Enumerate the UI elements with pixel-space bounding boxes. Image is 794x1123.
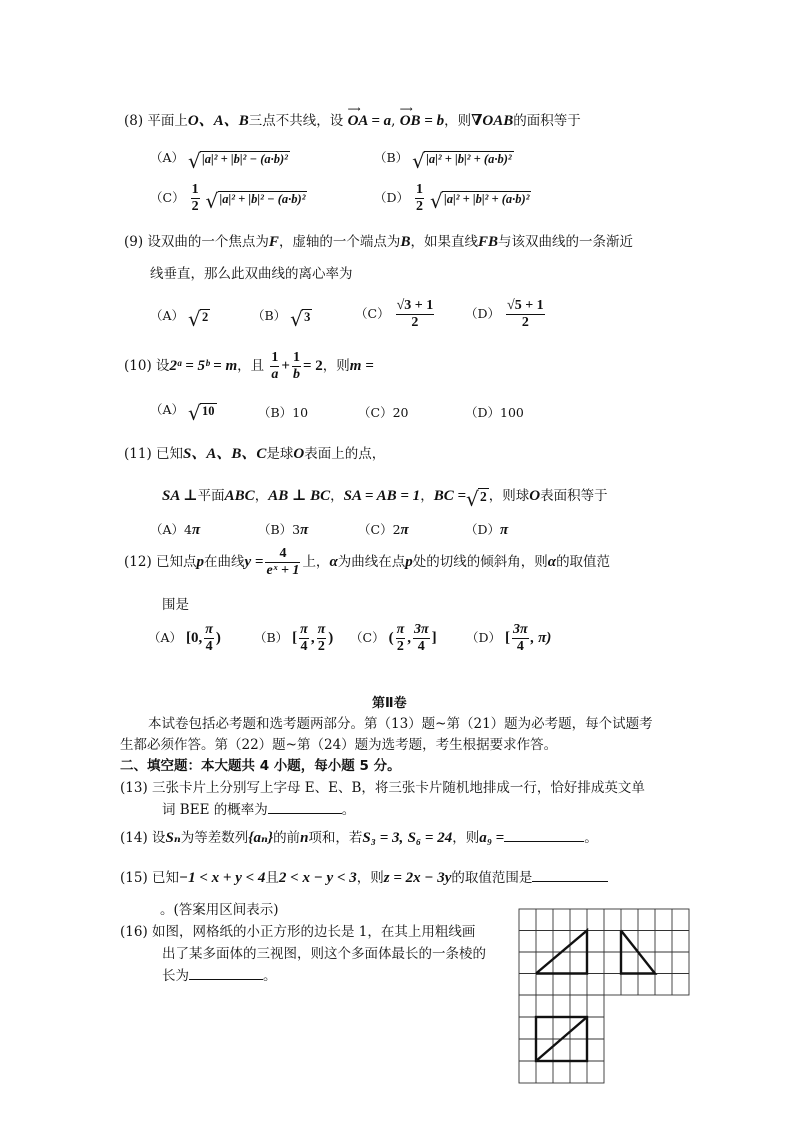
q8-option-b — [374, 148, 514, 173]
option-label: （D） — [465, 522, 501, 537]
q10-option-a — [150, 400, 217, 425]
q11-stem-line1 — [124, 442, 385, 463]
arrow-icon: ⟶ — [347, 104, 361, 114]
fraction: $\frac{1}{2}$ — [191, 182, 199, 214]
q12-var: α — [547, 554, 557, 570]
option-label: （B） — [252, 308, 287, 323]
q13-line2 — [162, 798, 355, 818]
fraction: $\frac{\pi}{4}$ — [205, 622, 213, 654]
q9-number: (9) — [124, 234, 144, 250]
q11-text: 平面 — [197, 488, 225, 504]
sqrt-expr: √ 10 — [188, 400, 215, 425]
q10-option-b — [258, 403, 308, 421]
q10-option-c — [358, 403, 408, 421]
q14-text: ，则 — [452, 830, 480, 846]
option-label: （A） — [150, 402, 185, 417]
option-label: （A）4 — [150, 522, 192, 537]
q9-option-d — [465, 298, 547, 331]
q8-vector-ob: ⟶ OB = b — [399, 104, 445, 129]
q12-text: 的取值范 — [556, 554, 611, 570]
q14-stem — [120, 826, 598, 847]
option-label: （A） — [148, 630, 183, 645]
q10-equation: 2ᵃ = 5ᵇ = m — [169, 358, 238, 374]
answer-blank[interactable] — [189, 979, 263, 980]
q11-number: (11) — [124, 446, 152, 462]
q14-text: 为等差数列 — [180, 830, 249, 846]
q9-option-c — [355, 298, 436, 331]
answer-blank[interactable] — [504, 841, 584, 842]
fraction: $\frac{\pi}{2}$ — [317, 622, 326, 654]
sqrt-expr: √ |a|² + |b|² + (a·b)² — [412, 148, 512, 173]
q11-text: 表面上的点， — [304, 446, 386, 462]
q11-option-d — [465, 520, 508, 539]
q8-text: ，则 — [444, 113, 472, 129]
q15-text: 的取值范围是 — [451, 870, 533, 886]
option-value: 20 — [392, 405, 409, 420]
q10-var: m = — [349, 358, 374, 374]
q15-text: ，则 — [356, 870, 384, 886]
q10-stem: (10) 设2ᵃ = 5ᵇ = m，且 $\frac{1}{a}$ + $\frac{1}{b}$ = 2，则m = — [124, 350, 374, 382]
option-label: （B） — [258, 405, 293, 420]
q8-text: 三点不共线，设 — [248, 113, 344, 129]
sqrt-expr: √ 3 — [290, 306, 311, 331]
fraction: $\frac{3\pi}{4}$ — [413, 622, 429, 654]
q14-text: 。 — [584, 830, 598, 846]
q12-math: y = — [244, 554, 264, 570]
q14-math: S₃ = 3, — [362, 830, 404, 846]
q12-option-c: （C） ( $\frac{\pi}{2}$ , $\frac{3\pi}{4}$ ] — [350, 622, 437, 654]
q12-text: 为曲线在点 — [337, 554, 406, 570]
q11-text: ， — [420, 488, 434, 504]
q9-text: 与该双曲线的一条渐近 — [497, 234, 633, 250]
q12-var: α — [329, 554, 338, 570]
q15-line2: 。(答案用区间表示) — [160, 902, 279, 918]
fraction: $\frac{1}{b}$ — [292, 350, 300, 382]
q10-text: ，且 — [237, 358, 265, 374]
q12-var: p — [196, 554, 205, 570]
option-label: （C） — [355, 306, 390, 321]
q11-stem-line2 — [162, 484, 608, 511]
q9-option-a — [150, 306, 210, 331]
q10-number: (10) — [124, 358, 152, 374]
q11-text: ，则球 — [488, 488, 530, 504]
answer-blank[interactable] — [532, 881, 608, 882]
q16-text: 如图，网格纸的小正方形的边长是 1，在其上用粗线画 — [152, 924, 476, 940]
q9-var: FB — [477, 234, 498, 250]
fraction: $\frac{√5 + 1}{2}$ — [507, 298, 544, 330]
option-label: （D） — [466, 630, 502, 645]
q11-math: AB ⊥ BC — [268, 488, 331, 504]
q16-text: 。 — [263, 968, 277, 984]
q8-number: (8) — [124, 113, 144, 129]
fraction: $\frac{1}{a}$ — [271, 350, 279, 382]
q14-text: 设 — [152, 830, 166, 846]
fraction: $\frac{\pi}{2}$ — [396, 622, 405, 654]
arrow-icon: ⟶ — [399, 104, 413, 114]
option-value: 100 — [500, 405, 524, 420]
answer-blank[interactable] — [268, 813, 342, 814]
q12-stem-line1 — [124, 546, 610, 579]
q11-text: 表面积等于 — [540, 488, 608, 504]
q13-text: 。 — [341, 802, 356, 818]
q9-var: B — [400, 234, 411, 250]
option-value: π — [400, 522, 409, 538]
q14-text: 项和，若 — [308, 830, 363, 846]
q12-text: 上， — [302, 554, 330, 570]
part2-title: 第Ⅱ卷 — [372, 696, 407, 711]
q16-text: 长为 — [162, 968, 189, 984]
option-label: （A） — [150, 308, 185, 323]
q14-number: (14) — [120, 830, 148, 846]
q8-points: O、A、B — [187, 113, 249, 129]
grid-top-row — [519, 909, 689, 995]
part2-intro-line2: 生都必须作答。第（22）题~第（24）题为选考题，考生根据要求作答。 — [120, 737, 558, 753]
option-label: （D） — [465, 306, 501, 321]
q14-math: {aₙ} — [248, 830, 274, 846]
three-view-grid-figure — [516, 906, 694, 1086]
q12-var: p — [405, 554, 413, 570]
q9-text: ，虚轴的一个端点为 — [278, 234, 401, 250]
q8-text: 的面积等于 — [513, 113, 581, 129]
q11-math: BC = — [433, 488, 466, 504]
option-label: （C） — [150, 190, 185, 205]
option-label: （B）3 — [258, 522, 301, 537]
q13-text: 词 BEE 的概率为 — [162, 802, 268, 818]
q12-option-a: （A） [0, $\frac{\pi}{4}$ ) — [148, 622, 221, 654]
q11-option-b — [258, 520, 308, 539]
q14-text: 的前 — [273, 830, 301, 846]
q10-text: 设 — [156, 358, 170, 374]
q15-math: −1 < x + y < 4 — [179, 870, 266, 886]
q14-math: S₆ = 24 — [407, 830, 453, 846]
q15-math: z = 2x − 3y — [383, 870, 452, 886]
q16-line3 — [162, 964, 277, 984]
option-label: （C）2 — [358, 522, 401, 537]
q12-option-b: （B） [ $\frac{\pi}{4}$ , $\frac{\pi}{2}$ ) — [254, 622, 334, 654]
q15-line1 — [120, 866, 608, 887]
q8-triangle: ∇OAB — [471, 113, 514, 129]
option-value: π — [191, 522, 201, 538]
q11-text: 已知 — [156, 446, 184, 462]
q9-var: F — [268, 234, 279, 250]
q11-math: SA ⊥ — [162, 488, 198, 504]
sqrt-expr: √ 2 — [466, 486, 487, 511]
q12-option-d: （D） [ $\frac{3\pi}{4}$ , π) — [466, 622, 552, 654]
q12-text: 处的切线的倾斜角，则 — [412, 554, 548, 570]
q8-option-c — [150, 182, 307, 215]
option-label: （D） — [374, 190, 410, 205]
option-label: （A） — [150, 150, 185, 165]
q9-option-b — [252, 306, 312, 331]
option-value: π — [300, 522, 309, 538]
q11-math: O — [529, 488, 541, 504]
q11-var: O — [293, 446, 305, 462]
q9-text: 设双曲的一个焦点为 — [147, 234, 269, 250]
q11-option-c — [358, 520, 409, 539]
q11-text: 是球 — [266, 446, 294, 462]
q13-text: 三张卡片上分别写上字母 E、E、B，将三张卡片随机地排成一行，恰好排成英文单 — [152, 780, 645, 796]
q11-text: ， — [330, 488, 344, 504]
q13-line1 — [120, 776, 645, 796]
section-heading: 二、填空题：本大题共 4 小题，每小题 5 分。 — [120, 758, 401, 774]
fraction: $\frac{\pi}{4}$ — [300, 622, 308, 654]
q8-vector-oa: ⟶ OA = a — [347, 104, 392, 129]
fraction: $\frac{3\pi}{4}$ — [513, 622, 528, 654]
q12-number: (12) — [124, 554, 152, 570]
part2-intro-line1: 本试卷包括必考题和选考题两部分。第（13）题~第（21）题为必考题，每个试题考 — [148, 716, 653, 732]
q9-text: ，如果直线 — [410, 234, 478, 250]
q8-stem: (8) 平面上O、A、B三点不共线，设 ⟶ OA = a, ⟶ OB = b，则∇OAB的面积等于 — [124, 104, 581, 129]
q12-text: 在曲线 — [204, 554, 245, 570]
q14-math: n — [300, 830, 309, 846]
sqrt-expr: √ 2 — [188, 306, 209, 331]
q11-text: ， — [254, 488, 269, 504]
q10-option-d — [465, 403, 524, 421]
q9-stem-line1 — [124, 230, 633, 251]
q15-text: 已知 — [152, 870, 180, 886]
option-value: 10 — [292, 405, 309, 420]
q16-number: (16) — [120, 924, 148, 940]
q16-line1 — [120, 920, 475, 940]
sqrt-expr: √ |a|² + |b|² − (a·b)² — [205, 188, 306, 213]
q14-math: Sₙ — [165, 830, 181, 846]
q10-equation: = 2 — [302, 358, 323, 374]
q8-option-d — [374, 182, 531, 215]
q14-math: a₉ = — [479, 830, 505, 846]
q11-math: ABC — [224, 488, 255, 504]
q11-option-a — [150, 520, 200, 539]
fraction: $\frac{1}{2}$ — [416, 182, 424, 214]
q9-stem-line2: 线垂直，那么此双曲线的离心率为 — [150, 266, 353, 282]
option-value: π — [500, 522, 509, 538]
q13-number: (13) — [120, 780, 148, 796]
option-label: （B） — [374, 150, 409, 165]
option-label: （C） — [358, 405, 393, 420]
sqrt-expr: √ |a|² + |b|² + (a·b)² — [430, 188, 530, 213]
fraction: $\frac{4}{\text{eˣ + 1}}$ — [266, 546, 300, 578]
q16-line2: 出了某多面体的三视图，则这个多面体最长的一条棱的 — [162, 946, 486, 962]
q8-text: 平面上 — [147, 113, 188, 129]
q12-text: 已知点 — [156, 554, 197, 570]
q8-option-a — [150, 148, 290, 173]
q15-math: 2 < x − y < 3 — [278, 870, 357, 886]
q11-points: S、A、B、C — [183, 446, 267, 462]
q11-math: SA = AB = 1 — [343, 488, 421, 504]
option-label: （D） — [465, 405, 501, 420]
option-label: （B） — [254, 630, 289, 645]
option-label: （C） — [350, 630, 385, 645]
q15-text: 且 — [265, 870, 279, 886]
q12-stem-line2: 围是 — [162, 597, 189, 613]
q10-text: ，则 — [322, 358, 350, 374]
sqrt-expr: √ |a|² + |b|² − (a·b)² — [188, 148, 288, 173]
fraction: $\frac{√3 + 1}{2}$ — [396, 298, 434, 330]
q15-number: (15) — [120, 870, 148, 886]
